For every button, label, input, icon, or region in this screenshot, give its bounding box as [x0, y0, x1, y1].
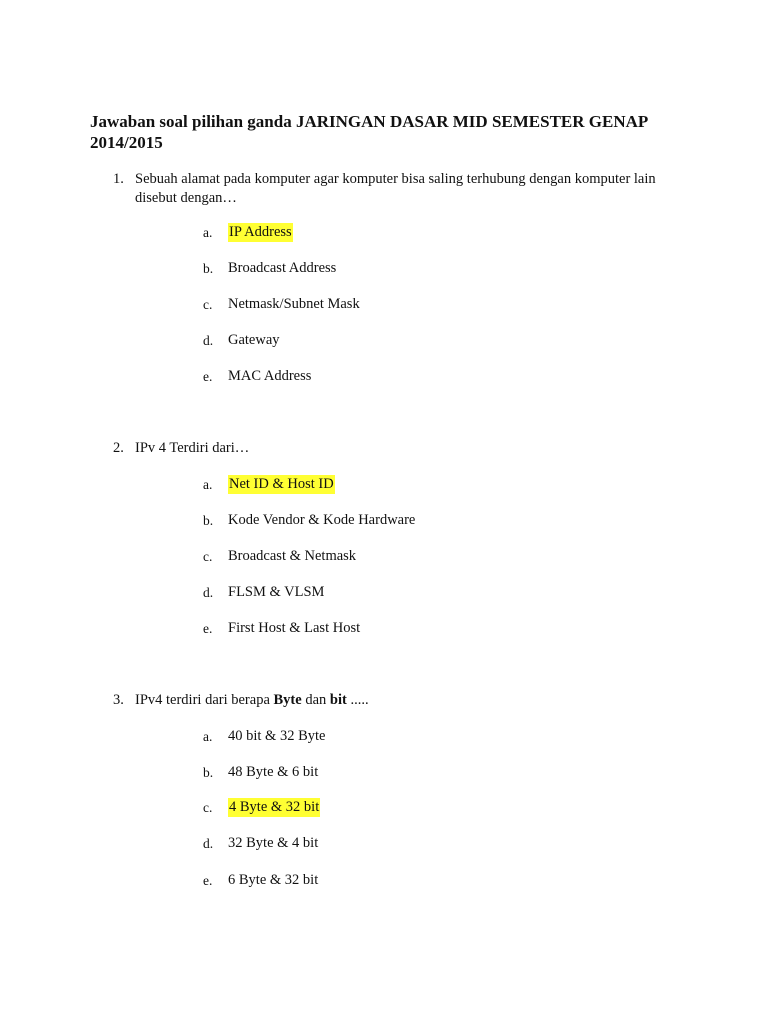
option-text: 40 bit & 32 Byte [228, 728, 326, 744]
option-text: FLSM & VLSM [228, 584, 325, 600]
question-number: 2. [113, 440, 124, 456]
question-text: IPv 4 Terdiri dari… [135, 440, 250, 456]
option-letter: a. [203, 477, 213, 492]
option-letter: c. [203, 549, 213, 564]
option-text: MAC Address [228, 368, 312, 384]
question-3 [113, 691, 673, 710]
option-text: Gateway [228, 332, 280, 348]
option-letter: e. [203, 873, 213, 888]
option-letter: e. [203, 369, 213, 384]
option-letter: e. [203, 621, 213, 636]
option-letter: d. [203, 333, 214, 348]
option-letter: a. [203, 225, 213, 240]
option-text: Kode Vendor & Kode Hardware [228, 512, 416, 528]
option-letter: b. [203, 765, 214, 780]
option-letter: b. [203, 513, 214, 528]
option-letter: c. [203, 800, 213, 815]
question-2 [113, 439, 673, 458]
question-number: 1. [113, 171, 124, 187]
question-text [135, 691, 673, 710]
question-text-bold: bit [329, 692, 347, 708]
option-text-correct: Net ID & Host ID [229, 476, 334, 492]
question-text-part: dan [301, 692, 330, 708]
question-1 [113, 170, 673, 208]
option-text-correct: IP Address [229, 224, 292, 240]
option-letter: a. [203, 729, 213, 744]
question-text-part: IPv4 terdiri dari berapa [135, 692, 274, 708]
option-text: 6 Byte & 32 bit [228, 872, 319, 888]
option-letter: d. [203, 836, 214, 851]
document-title: Jawaban soal pilihan ganda JARINGAN DASAR MID SEMESTER GENAP 2014/2015 [90, 112, 648, 152]
question-text: Sebuah alamat pada komputer agar komputer bisa saling terhubung dengan komputer lain disebut dengan… [135, 171, 656, 206]
option-letter: b. [203, 261, 214, 276]
option-letter: d. [203, 585, 214, 600]
option-text: 32 Byte & 4 bit [228, 835, 319, 851]
option-text: Netmask/Subnet Mask [228, 296, 360, 312]
question-text-bold: Byte [273, 692, 302, 708]
option-letter: c. [203, 297, 213, 312]
question-text-part: ..... [346, 692, 369, 708]
option-text: Broadcast Address [228, 260, 337, 276]
option-text: First Host & Last Host [228, 620, 361, 636]
option-text: 48 Byte & 6 bit [228, 764, 319, 780]
option-text: Broadcast & Netmask [228, 548, 357, 564]
question-number: 3. [113, 692, 124, 708]
option-text-correct: 4 Byte & 32 bit [229, 799, 320, 815]
